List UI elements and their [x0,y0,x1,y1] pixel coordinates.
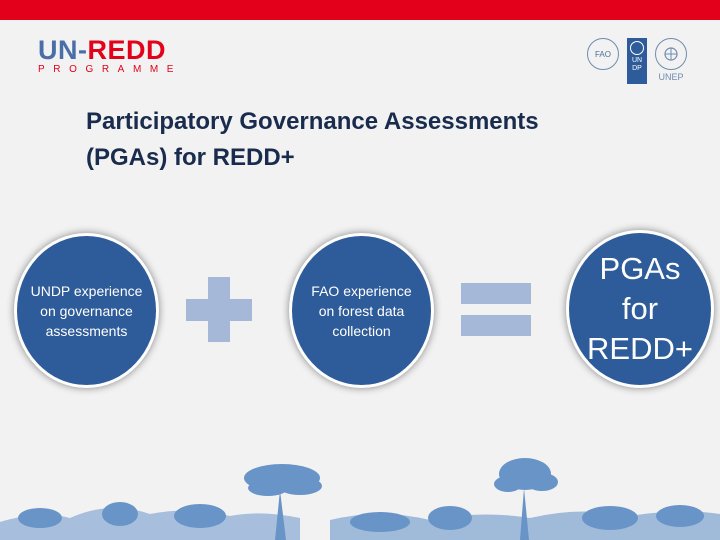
slide-title-line-1: Participatory Governance Assessments [86,108,539,135]
un-redd-logo [38,36,182,76]
partner-logos [587,38,687,84]
undp-experience-circle [14,233,159,388]
pgas-result-text: PGAs for REDD+ [587,251,693,366]
undp-logo [627,38,647,84]
undp-box [627,38,647,84]
logo-wordmark [38,36,182,64]
logo-subtitle: PROGRAMME [38,64,183,75]
logo-wordmark-un: UN- [38,35,88,65]
fao-seal-text: FAO [594,49,611,59]
fao-experience-circle [289,233,434,388]
slide-title [86,104,646,176]
undp-letters: UN DP [631,57,643,72]
unep-wordmark: UNEP [658,72,684,82]
equals-icon [461,283,531,304]
plus-icon [186,299,252,321]
pgas-result-circle [566,230,714,388]
fao-experience-text: FAO experience on forest data collection [311,282,412,339]
logo-wordmark-redd: REDD [87,35,167,65]
un-emblem-icon [630,41,644,55]
fao-seal-icon [587,38,619,70]
undp-experience-text: UNDP experience on governance assessments [30,282,143,339]
fao-logo [587,38,619,70]
unep-logo [655,38,687,82]
unep-seal-icon [655,38,687,70]
slide-title-line-2: (PGAs) for REDD+ [86,144,295,171]
top-red-bar [0,0,720,20]
forest-landscape-silhouette [0,430,720,540]
equals-icon-lower-bar [461,315,531,336]
